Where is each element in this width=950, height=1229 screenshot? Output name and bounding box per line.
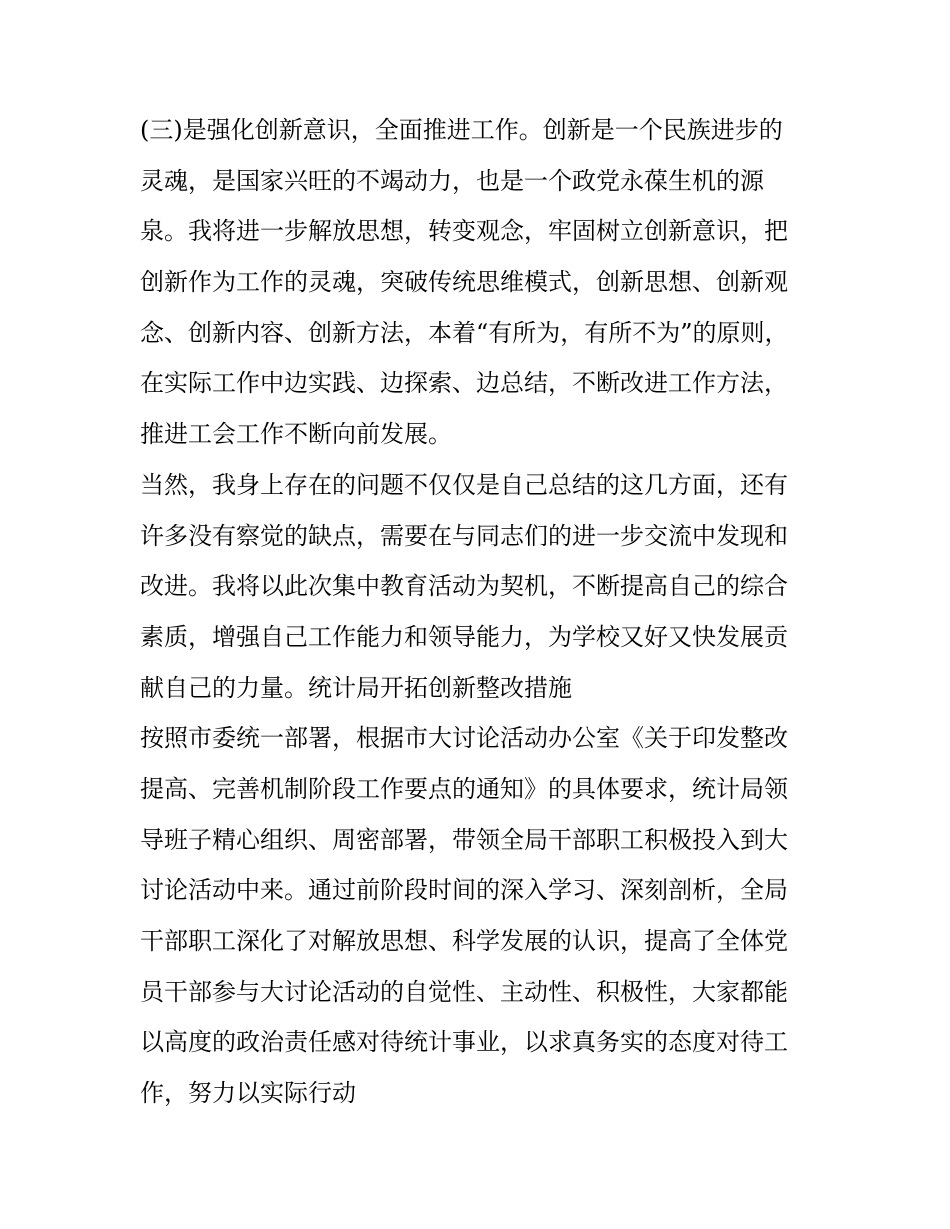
text-line: 导班子精心组织、周密部署，带领全局干部职工积极投入到大 [140, 825, 788, 854]
text-line: 以高度的政治责任感对待统计事业，以求真务实的态度对待工 [140, 1028, 788, 1057]
text-line: 员干部参与大讨论活动的自觉性、主动性、积极性，大家都能 [140, 977, 788, 1006]
text-line: 灵魂，是国家兴旺的不竭动力，也是一个政党永葆生机的源 [140, 166, 764, 195]
text-line: 推进工会工作不断向前发展。 [140, 420, 452, 449]
text-line: 创新作为工作的灵魂，突破传统思维模式，创新思想、创新观 [140, 268, 788, 297]
text-line: 干部职工深化了对解放思想、科学发展的认识，提高了全体党 [140, 927, 788, 955]
text-line: 提高、完善机制阶段工作要点的通知》的具体要求，统计局领 [140, 774, 788, 803]
text-line: 许多没有察觉的缺点，需要在与同志们的进一步交流中发现和 [140, 521, 788, 550]
text-line: 改进。我将以此次集中教育活动为契机，不断提高自己的综合 [140, 572, 788, 601]
text-line: 作，努力以实际行动 [140, 1079, 356, 1108]
text-line: 献自己的力量。统计局开拓创新整改措施 [140, 673, 572, 702]
text-line: (三)是强化创新意识，全面推进工作。创新是一个民族进步的 [140, 116, 783, 144]
text-line: 当然，我身上存在的问题不仅仅是自己总结的这几方面，还有 [140, 470, 788, 499]
text-line: 泉。我将进一步解放思想，转变观念，牢固树立创新意识，把 [140, 217, 788, 246]
text-line: 在实际工作中边实践、边探索、边总结，不断改进工作方法， [140, 369, 788, 398]
text-line: 念、创新内容、创新方法，本着“有所为，有所不为”的原则， [140, 318, 789, 347]
text-line: 素质，增强自己工作能力和领导能力，为学校又好又快发展贡 [140, 622, 788, 651]
document-body [140, 105, 830, 1119]
text-line: 讨论活动中来。通过前阶段时间的深入学习、深刻剖析，全局 [140, 876, 788, 905]
text-line: 按照市委统一部署，根据市大讨论活动办公室《关于印发整改 [140, 724, 788, 753]
